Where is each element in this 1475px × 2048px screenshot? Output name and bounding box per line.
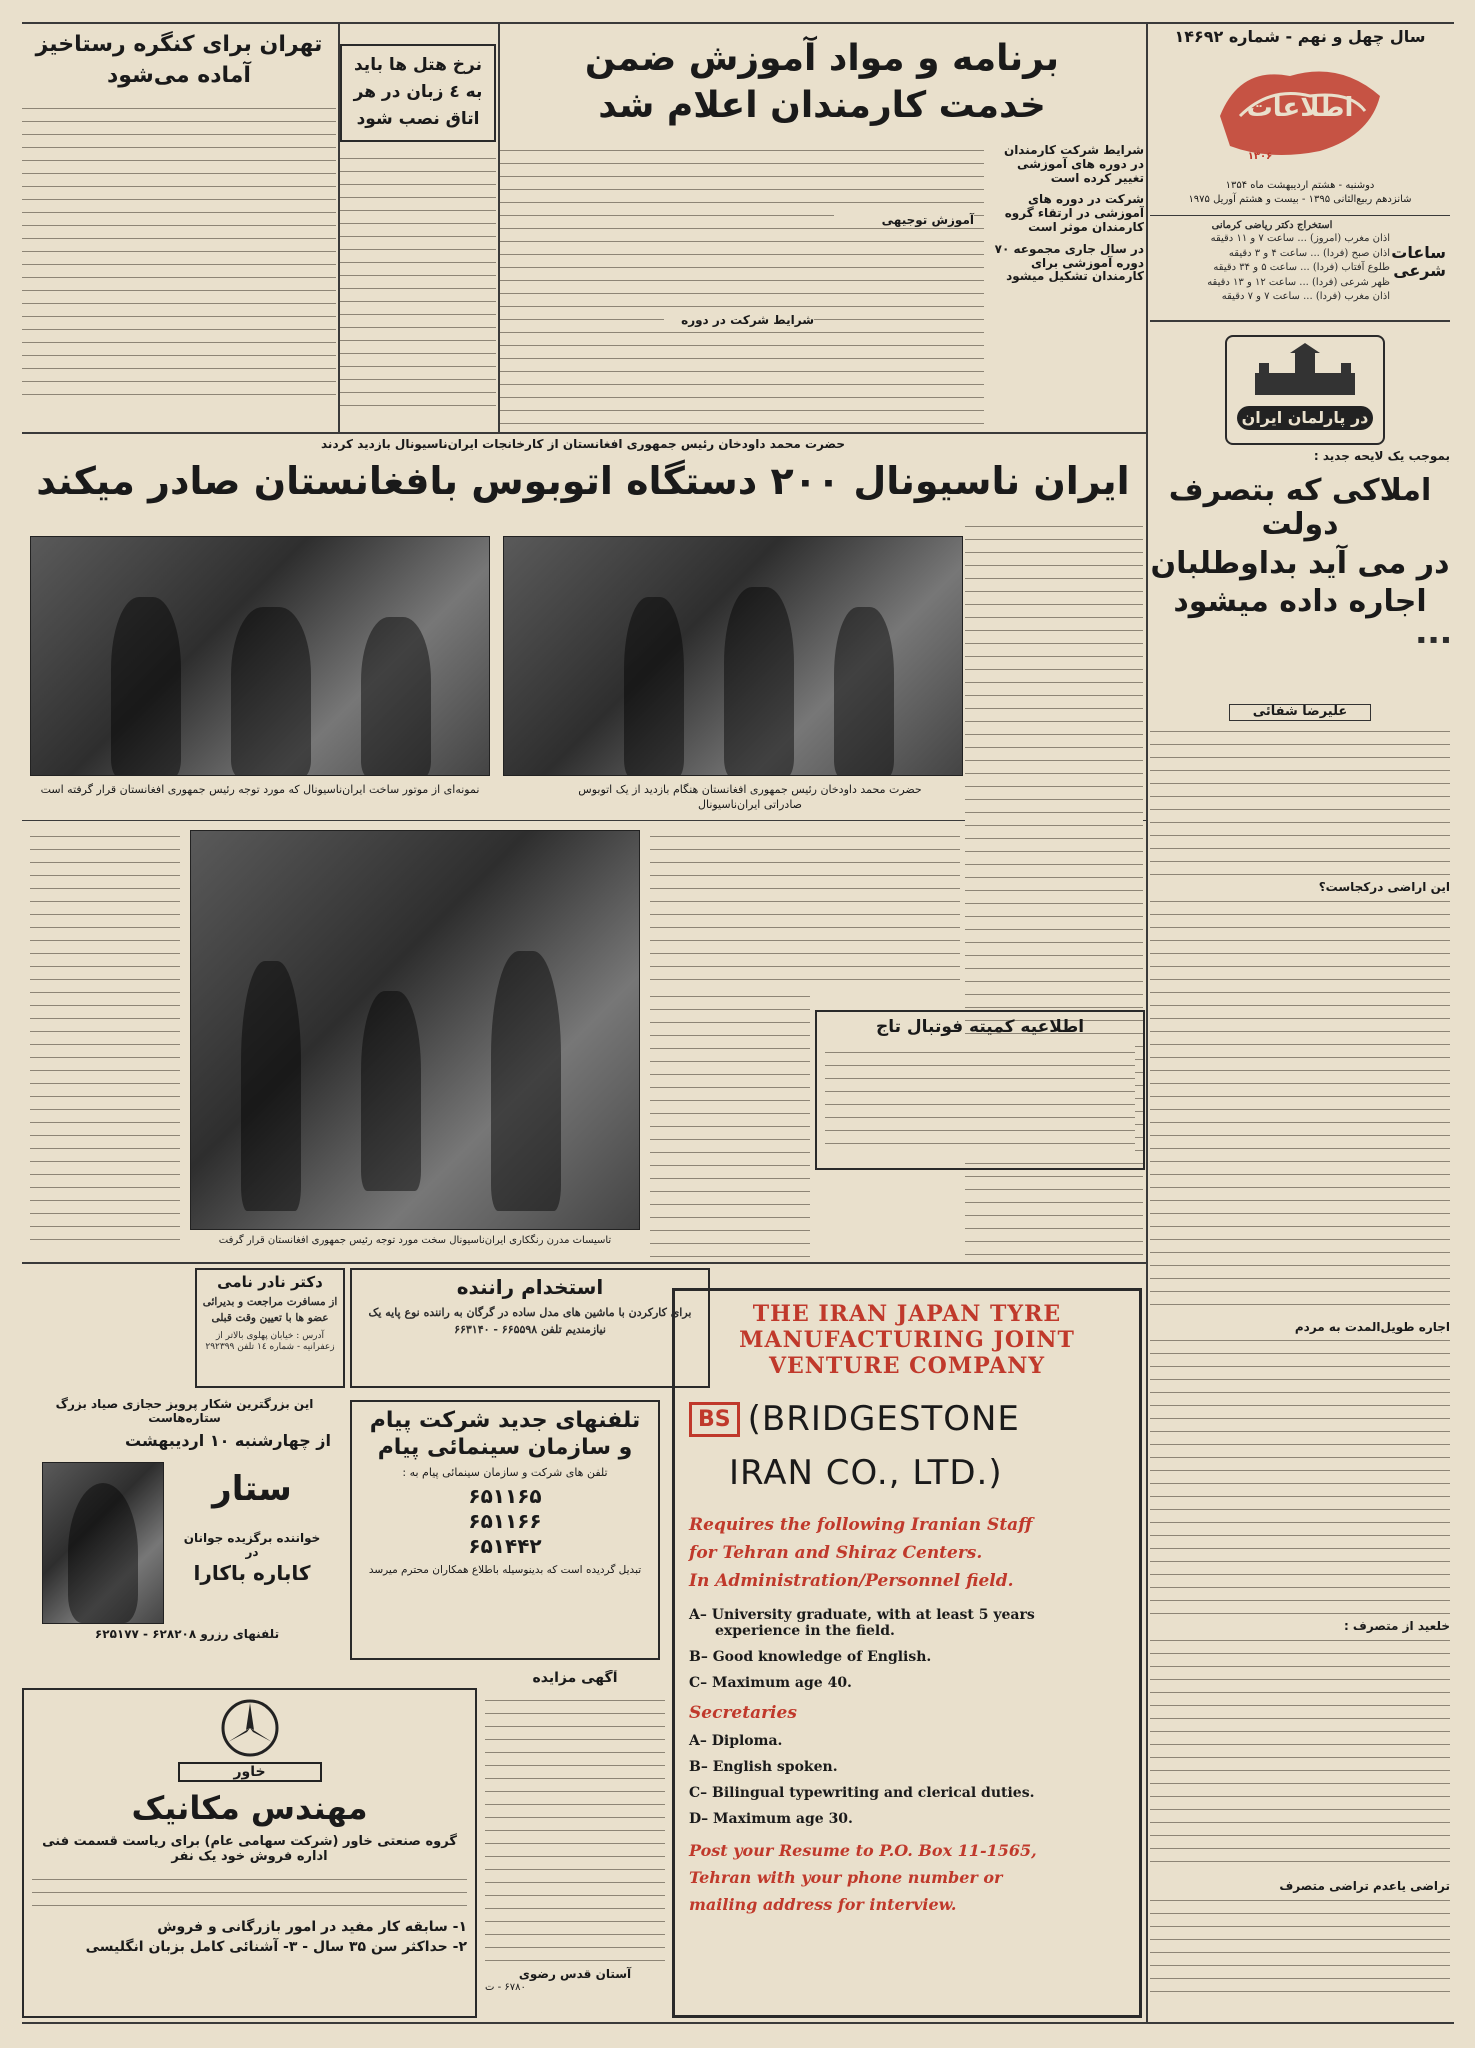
parliament-sec-2: اجاره طویل‌المدت به مردم: [1294, 1319, 1450, 1334]
congress-body: [22, 102, 336, 402]
lead-body: [500, 144, 984, 434]
bus-photo-3: [190, 830, 640, 1230]
notice-ref: ۶۷۸۰ - ت: [485, 1981, 526, 1993]
photo-figure: [111, 597, 181, 776]
parliament-sec-1: این اراضی درکجاست؟: [1318, 879, 1450, 894]
photo-figure: [241, 961, 301, 1211]
ad-payam: [350, 1400, 660, 1660]
lead-sub-2: شرکت در دوره های آموزشی در ارتقاء گروه کارمندان موثر است: [1004, 192, 1144, 234]
parliament-summary: [1150, 630, 1450, 700]
parliament-headline-3: اجاره داده میشود: [1173, 584, 1427, 620]
ad-bridgestone: [672, 1288, 1142, 2018]
parliament-body-5: [1150, 1894, 1450, 2004]
story-hotels: [340, 24, 496, 434]
sattar-photo: [42, 1462, 164, 1624]
bus-photo-1: [503, 536, 963, 776]
logo-year: ۱۳۰۶: [1247, 151, 1273, 163]
mechanic-headline: مهندس مکانیک: [131, 1789, 368, 1828]
story-congress: [22, 24, 336, 434]
lead-sub-1: شرایط شرکت کارمندان در دوره های آموزشی تغییر کرده است: [1003, 143, 1144, 185]
bus-caption-2: نمونه‌ای از موتور ساخت ایران‌ناسیونال که مورد توجه رئیس جمهوری افغانستان قرار گرفته است: [40, 783, 480, 796]
bridgestone-line-2: MANUFACTURING JOINT: [739, 1327, 1075, 1353]
sattar-date: از چهارشنبه ۱۰ اردیبهشت: [125, 1430, 331, 1450]
lead-kicker-1: آموزش توجیهی: [834, 214, 974, 228]
bridgestone-name-1: (BRIDGESTONE: [747, 1399, 1020, 1439]
sattar-top: این بزرگترین شکار پرویز حجازی صیاد بزرگ ستاره‌هاست: [55, 1397, 314, 1425]
bridgestone-sd: D– Maximum age 30.: [689, 1811, 853, 1827]
bridgestone-post-2: Tehran with your phone number or: [689, 1868, 1003, 1887]
bus-photo-2: [30, 536, 490, 776]
parliament-kicker: بموجب یک لایحه جدید :: [1313, 450, 1450, 463]
photo-figure: [724, 587, 794, 776]
bridgestone-a2: experience in the field.: [715, 1623, 895, 1639]
bridgestone-name-row: [689, 1399, 1125, 1439]
doctor-headline: دکتر نادر نامی: [217, 1273, 323, 1291]
taj-body: [825, 1046, 1135, 1156]
parliament-headline-2: در می آید بداوطلبان: [1150, 545, 1450, 581]
ad-doctor: [195, 1268, 345, 1388]
prayer-title: ساعات شرعی: [1391, 243, 1446, 281]
photo-figure: [834, 607, 894, 776]
parliament-body-3: [1150, 1334, 1450, 1614]
parliament-body-2: [1150, 895, 1450, 1315]
bus-story: [22, 436, 1144, 516]
photo-figure: [361, 991, 421, 1191]
photo-figure: [231, 607, 311, 776]
ad-driver: [350, 1268, 710, 1388]
payam-sub: تلفن های شرکت و سازمان سینمائی پیام به :: [402, 1465, 608, 1479]
parliament-body-4: [1150, 1634, 1450, 1874]
bus-body-left: [30, 830, 180, 1250]
doctor-address: آدرس : خیابان پهلوی بالاتر از زعفرانیه - شماره ۱٤ تلفن ۲۹۲۳۹۹: [205, 1330, 335, 1353]
taj-box: [815, 1010, 1145, 1170]
bus-kicker: حضرت محمد داودخان رئیس جمهوری افغانستان از کارخانجات ایران‌ناسیونال بازدید کردند: [321, 437, 845, 451]
lead-headline-1: برنامه و مواد آموزش ضمن: [584, 38, 1060, 79]
issue-line: سال چهل و نهم - شماره ۱۴۶۹۲: [1174, 27, 1426, 46]
driver-body: برای کارکردن با ماشین های مدل ساده در گرگان به راننده نوع پایه یک نیازمندیم تلفن ۶۶۵۵۹۸ - ۶۶۳۱۴۰: [368, 1306, 692, 1336]
photo-figure: [491, 951, 561, 1211]
prayer-row: اذان مغرب (امروز) ... ساعت ۷ و ۱۱ دقیقه: [1210, 233, 1390, 244]
prayer-row: اذان صبح (فردا) ... ساعت ۴ و ۳ دقیقه: [1228, 247, 1390, 259]
lead-kicker-2: شرایط شرکت در دوره: [664, 314, 814, 328]
lead-story: [500, 24, 1144, 434]
bridgestone-field: In Administration/Personnel field.: [689, 1571, 1014, 1591]
bridgestone-req-2: for Tehran and Shiraz Centers.: [689, 1543, 983, 1563]
bridgestone-secretaries: Secretaries: [689, 1703, 797, 1723]
hotels-body: [340, 152, 496, 412]
photo-figure: [68, 1483, 138, 1623]
notice-body: [485, 1694, 665, 1964]
photo-figure: [361, 617, 431, 776]
mechanic-sub: گروه صنعتی خاور (شرکت سهامی عام) برای ریاست قسمت فنی اداره فروش خود یک نفر: [42, 1833, 457, 1864]
bus-body-mid-2: [650, 990, 810, 1260]
bridgestone-a: A– University graduate, with at least 5 years: [689, 1607, 1035, 1623]
bridgestone-sc: C– Bilingual typewriting and clerical duties.: [689, 1785, 1035, 1801]
driver-headline: استخدام راننده: [456, 1275, 604, 1299]
sattar-name: ستار: [212, 1469, 292, 1509]
ad-notice: [485, 1670, 665, 2020]
lead-sub-3: در سال جاری مجموعه ۷۰ دوره آموزشی برای کارمندان تشکیل میشود: [994, 241, 1144, 284]
bus-caption-1-text: حضرت محمد داودخان رئیس جمهوری افغانستان هنگام بازدید از یک اتوبوس صادراتی ایران‌ناسیونال: [578, 783, 922, 812]
bus-headline: ایران ناسیونال ۲۰۰ دستگاه اتوبوس بافغانستان صادر میکند: [36, 458, 1130, 503]
taj-headline: اطلاعیه کمیته فوتبال تاج: [875, 1017, 1085, 1037]
bus-body-mid: [650, 830, 960, 980]
sattar-phones: تلفنهای رزرو ۶۲۸۲۰۸ - ۶۲۵۱۷۷: [94, 1627, 280, 1641]
parliament-sec-3: خلعید از متصرف :: [1343, 1619, 1450, 1634]
ad-sattar: [22, 1392, 347, 1682]
sattar-tagline: خواننده برگزیده جوانان در: [183, 1531, 321, 1559]
bridgestone-b: B– Good knowledge of English.: [689, 1649, 932, 1665]
ad-mechanic: [22, 1688, 477, 2018]
parliament-banner: [1225, 335, 1385, 445]
mechanic-item-2: ۲- حداکثر سن ۳۵ سال - ۳- آشنائی کامل بزبان انگلیسی: [85, 1938, 467, 1955]
parliament-headline-1: املاکی که بتصرف دولت: [1168, 472, 1432, 543]
parliament-sec-4: تراضی یاعدم تراضی متصرف: [1279, 1879, 1450, 1894]
bridgestone-sa: A– Diploma.: [689, 1733, 783, 1749]
doctor-body: از مسافرت مراجعت و بدیرائی عضو ها با تعیین وقت قبلی: [202, 1296, 338, 1324]
bridgestone-sb: B– English spoken.: [689, 1759, 838, 1775]
parliament-story: [1150, 450, 1450, 2020]
bridgestone-req-1: Requires the following Iranian Staff: [689, 1515, 1033, 1535]
notice-org: آستان قدس رضوی: [518, 1967, 632, 1982]
prayer-rows: [1154, 232, 1390, 305]
logo-text: اطلاعات: [1246, 93, 1354, 124]
payam-headline-1: تلفنهای جدید شرکت پیام: [369, 1408, 641, 1433]
prayer-row: ظهر شرعی (فردا) ... ساعت ۱۲ و ۱۳ دقیقه: [1207, 276, 1390, 288]
parliament-banner-text: در پارلمان ایران: [1237, 406, 1373, 430]
mechanic-brand: خاور: [178, 1762, 322, 1782]
bridgestone-post-1: Post your Resume to P.O. Box 11-1565,: [689, 1841, 1037, 1860]
bridgestone-name-2: IRAN CO., LTD.): [729, 1453, 1003, 1493]
photo-figure: [624, 597, 684, 776]
newspaper-logo: [1200, 56, 1400, 166]
mechanic-item-1: ۱- سابقه کار مفید در امور بازرگانی و فروش: [157, 1918, 467, 1935]
parliament-summary-filler: ▪ ▪ ▪: [1417, 631, 1450, 646]
lead-subheads: [994, 144, 1144, 284]
notice-headline: آگهی مزایده: [532, 1670, 618, 1686]
payam-number-1: ۶۵۱۱۶۵: [468, 1484, 542, 1509]
parliament-body-1: [1150, 725, 1450, 875]
payam-headline-2: و سازمان سینمائی پیام: [377, 1435, 633, 1461]
bridgestone-line-1: THE IRAN JAPAN TYRE: [752, 1301, 1062, 1327]
bridgestone-c: C– Maximum age 40.: [689, 1675, 852, 1691]
date-line-1: دوشنبه - هشتم اردیبهشت ماه ۱۳۵۴: [1225, 180, 1375, 192]
bridgestone-post-3: mailing address for interview.: [689, 1895, 957, 1914]
hotels-headline: نرخ هتل ها باید به ٤ زبان در هر اتاق نصب شود: [340, 44, 496, 142]
prayer-source: استخراج دکتر ریاضی کرمانی: [1211, 220, 1333, 231]
mechanic-body: [32, 1873, 467, 1913]
payam-number-2: ۶۵۱۱۶۶: [468, 1509, 542, 1534]
lead-headline-2: خدمت کارمندان اعلام شد: [598, 85, 1046, 127]
parliament-building-icon: [1245, 343, 1365, 398]
prayer-row: اذان مغرب (فردا) ... ساعت ۷ و ۷ دقیقه: [1221, 291, 1390, 302]
prayer-row: طلوع آفتاب (فردا) ... ساعت ۵ و ۳۴ دقیقه: [1213, 262, 1390, 273]
mercedes-star-icon: [220, 1698, 280, 1758]
prayer-times: [1150, 218, 1450, 318]
sattar-venue: کاباره باکارا: [193, 1561, 311, 1585]
congress-headline: تهران برای کنگره رستاخیز آماده می‌شود: [35, 32, 323, 88]
parliament-byline: علیرضا شفائی: [1229, 704, 1371, 721]
bridgestone-line-3: VENTURE COMPANY: [768, 1353, 1046, 1379]
bus-caption-3: تاسیسات مدرن رنگکاری ایران‌ناسیونال سخت مورد توجه رئیس جمهوری افغانستان قرار گرفت: [218, 1235, 612, 1246]
payam-number-3: ۶۵۱۴۴۲: [468, 1534, 542, 1559]
payam-footer: تبدیل گردیده است که بدینوسیله باطلاع همکاران محترم میرسد: [368, 1564, 642, 1577]
date-line-2: شانزدهم ربیع‌الثانی ۱۳۹۵ - بیست و هشتم آوریل ۱۹۷۵: [1188, 193, 1412, 205]
bridgestone-logo: BS: [689, 1402, 740, 1437]
